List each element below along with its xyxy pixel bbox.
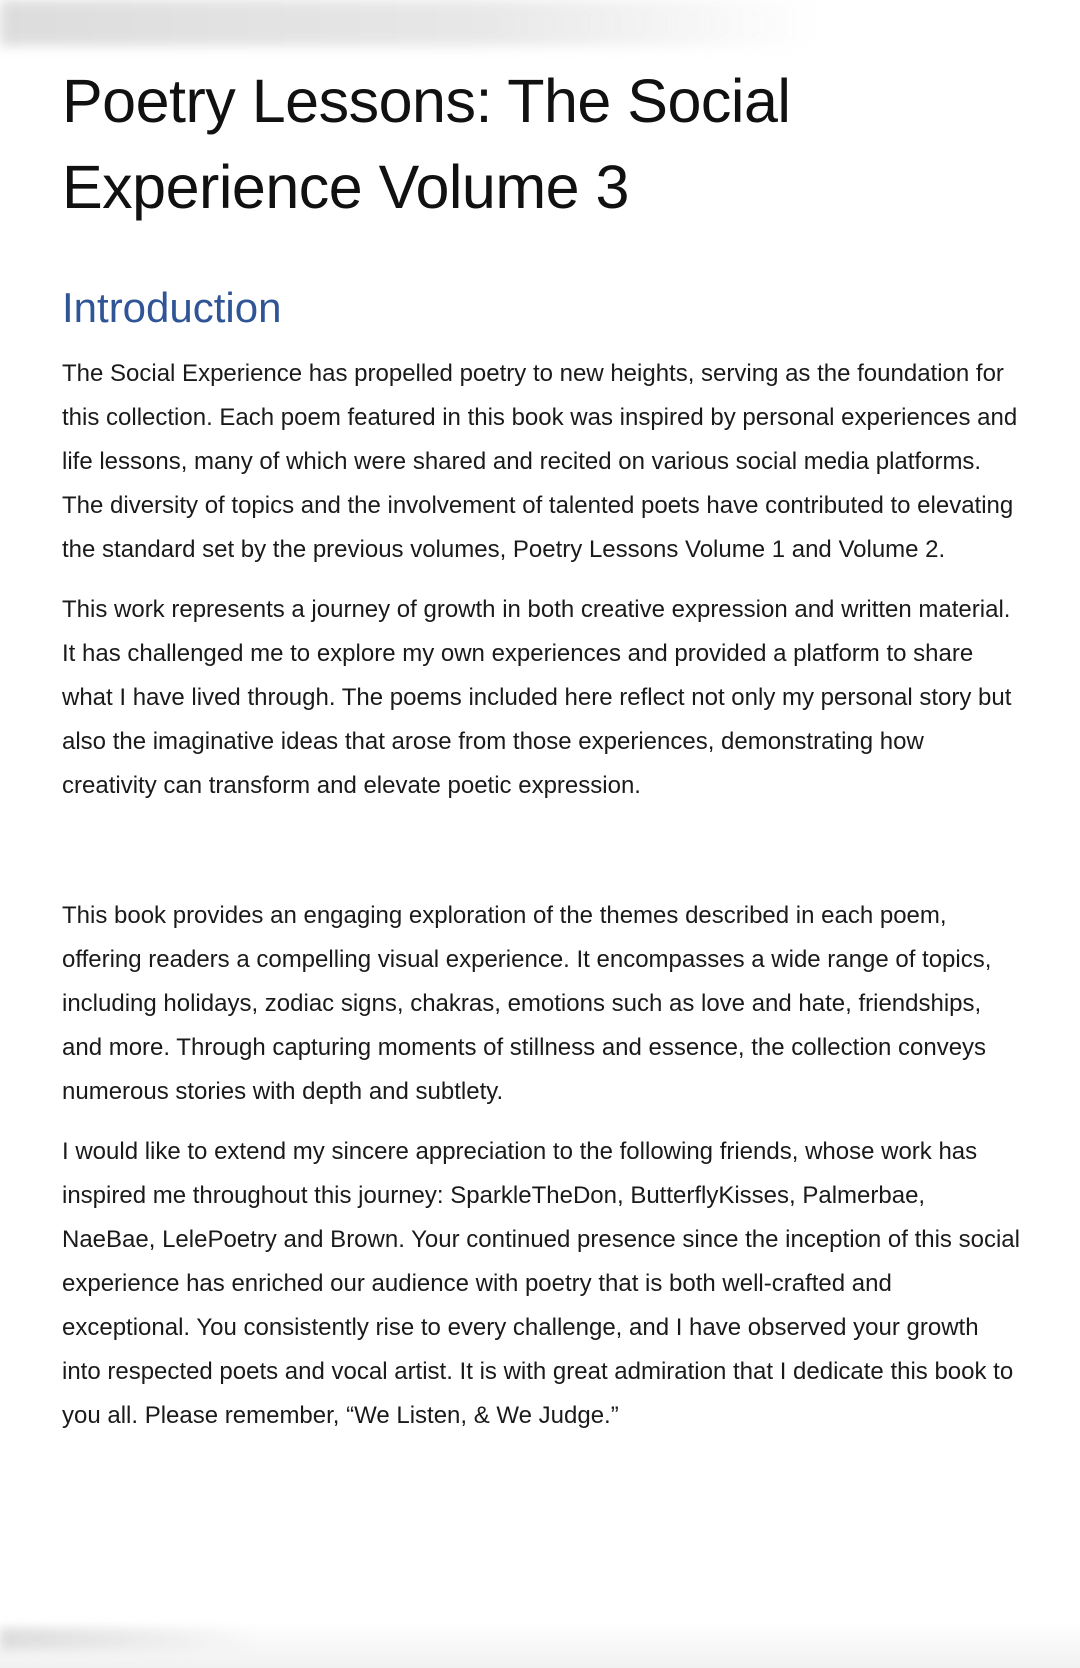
paragraph-1: The Social Experience has propelled poetry to new heights, serving as the foundation for this collection. Each poem featured in this book was inspired by personal experiences and life lessons, many of which were shared and recited on various social media platforms. The diversity of topics and the involvement of talented poets have contributed to elevating the standard set by the previous volumes, Poetry Lessons Volume 1 and Volume 2. (62, 360, 1018, 563)
document-title: Poetry Lessons: The Social Experience Volume 3 (62, 67, 791, 221)
top-page-shadow (0, 0, 820, 46)
paragraph-4: I would like to extend my sincere appreciation to the following friends, whose work has inspired me throughout this journey: SparkleTheDon, ButterflyKisses, Palmerbae, NaeBae, LelePoetry and Brown. Your continued presence since the inception of this social experience has enriched our audience with poetry that is both well-crafted and exceptional. You consistently rise to every challenge, and I have observed your growth into respected poets and vocal artist. It is with great admiration that I dedicate this book to you all. Please remember, “We Listen, & We Judge.” (62, 1138, 1020, 1429)
section-heading-introduction: Introduction (62, 284, 282, 331)
bottom-page-shadow (0, 1628, 260, 1650)
paragraph-2: This work represents a journey of growth in both creative expression and written material. It has challenged me to explore my own experiences and provided a platform to share what I have lived through. The poems included here reflect not only my personal story but also the imaginative ideas that arose from those experiences, demonstrating how creativity can transform and elevate poetic expression. (62, 596, 1012, 799)
paragraph-3: This book provides an engaging exploration of the themes described in each poem, offering readers a compelling visual experience. It encompasses a wide range of topics, including holidays, zodiac signs, chakras, emotions such as love and hate, friendships, and more. Through capturing moments of stillness and essence, the collection conveys numerous stories with depth and subtlety. (62, 902, 992, 1105)
document-content (62, 58, 1022, 1454)
